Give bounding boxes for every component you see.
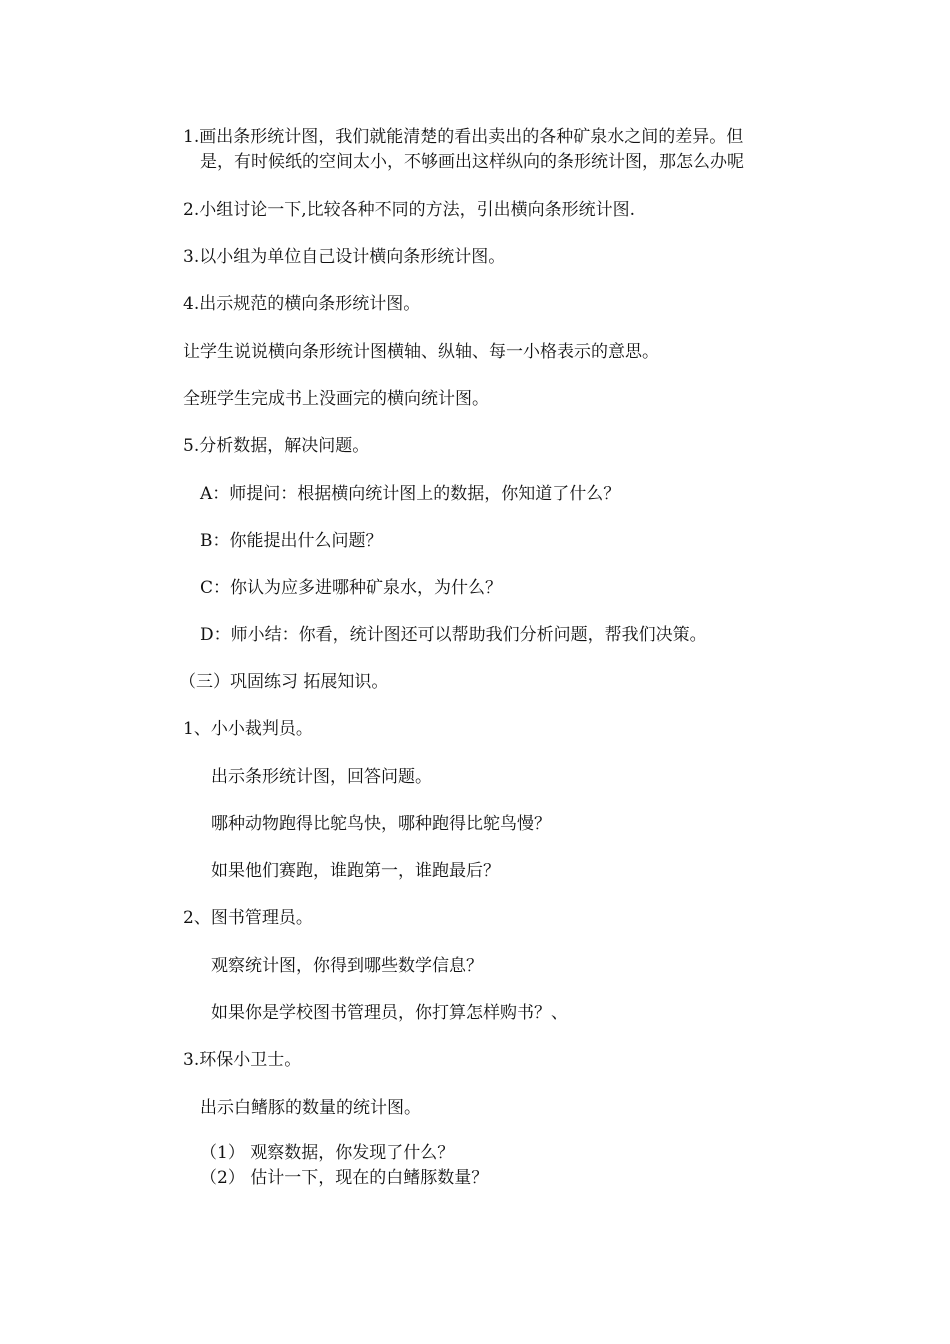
sub-item-b: B：你能提出什么问题？ — [200, 531, 383, 551]
exercise3-title: 3.环保小卫士。 — [183, 1050, 302, 1070]
sub-item-c: C：你认为应多进哪种矿泉水，为什么？ — [200, 578, 503, 598]
exercise1-line3: 如果他们赛跑，谁跑第一，谁跑最后？ — [211, 861, 500, 881]
exercise2-title: 2、图书管理员。 — [183, 908, 313, 928]
item2: 2.小组讨论一下,比较各种不同的方法，引出横向条形统计图. — [183, 200, 636, 220]
note-complete: 全班学生完成书上没画完的横向统计图。 — [183, 389, 489, 409]
item1-line1: 1.画出条形统计图，我们就能清楚的看出卖出的各种矿泉水之间的差异。但 — [183, 127, 744, 147]
exercise1-title: 1、小小裁判员。 — [183, 719, 313, 739]
exercise3-question2: （2） 估计一下，现在的白鳍豚数量？ — [200, 1168, 489, 1188]
exercise1-line1: 出示条形统计图，回答问题。 — [211, 767, 432, 787]
exercise3-line1: 出示白鳍豚的数量的统计图。 — [200, 1098, 421, 1118]
exercise1-line2: 哪种动物跑得比鸵鸟快，哪种跑得比鸵鸟慢？ — [211, 814, 551, 834]
item3: 3.以小组为单位自己设计横向条形统计图。 — [183, 247, 506, 267]
note-axes: 让学生说说横向条形统计图横轴、纵轴、每一小格表示的意思。 — [183, 342, 659, 362]
exercise3-question1: （1） 观察数据，你发现了什么？ — [200, 1143, 455, 1163]
item4: 4.出示规范的横向条形统计图。 — [183, 294, 421, 314]
item1-line2: 是，有时候纸的空间太小，不够画出这样纵向的条形统计图，那怎么办呢 — [200, 152, 744, 172]
sub-item-a: A：师提问：根据横向统计图上的数据，你知道了什么？ — [200, 484, 621, 504]
item5: 5.分析数据，解决问题。 — [183, 436, 370, 456]
sub-item-d: D：师小结：你看，统计图还可以帮助我们分析问题，帮我们决策。 — [200, 625, 707, 645]
exercise2-line1: 观察统计图，你得到哪些数学信息？ — [211, 956, 483, 976]
section-heading: （三）巩固练习 拓展知识。 — [179, 672, 389, 692]
exercise2-line2: 如果你是学校图书管理员，你打算怎样购书？、 — [211, 1003, 568, 1023]
